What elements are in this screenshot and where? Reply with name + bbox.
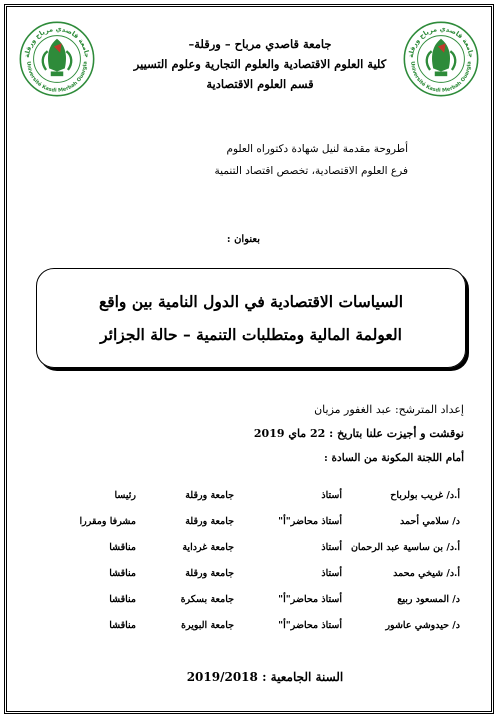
thesis-title-box — [36, 268, 466, 368]
jury-role: مشرفا ومقررا — [79, 515, 136, 527]
university-seal-right — [402, 20, 480, 98]
jury-university: جامعة البويرة — [180, 619, 234, 631]
table-row — [40, 482, 460, 508]
jury-rank: أستاذ محاضر"أ" — [278, 619, 342, 631]
university-seal-left — [18, 20, 96, 98]
thesis-specialty: فرع العلوم الاقتصادية، تخصص اقتصاد التنمية — [214, 165, 408, 177]
jury-role: مناقشا — [109, 567, 136, 579]
jury-university: جامعة غرداية — [182, 541, 234, 553]
university-name: جامعة قاصدي مرباح – ورقلة– — [188, 37, 332, 51]
jury-name: أ.د/ غريب بولرباح — [390, 489, 460, 501]
title-label: بعنوان : — [226, 234, 260, 245]
jury-university: جامعة ورقلة — [185, 515, 234, 527]
table-row — [40, 534, 460, 560]
institution-header — [120, 34, 400, 94]
department-name: قسم العلوم الاقتصادية — [206, 77, 314, 91]
defense-date: نوقشت و أجيزت علنا بتاريخ : 22 ماي 2019 — [253, 427, 464, 440]
jury-table — [40, 482, 460, 638]
committee-intro: أمام اللجنة المكونة من السادة : — [323, 452, 464, 464]
jury-university: جامعة بسكرة — [180, 593, 234, 605]
candidate-name: إعداد المترشح: عبد الغفور مزيان — [314, 403, 464, 416]
table-row — [40, 508, 460, 534]
thesis-title-line-1: السياسات الاقتصادية في الدول النامية بين واقع — [98, 292, 404, 311]
thesis-degree: أطروحة مقدمة لنيل شهادة دكتوراه العلوم — [226, 143, 408, 155]
thesis-title-line-2: العولمة المالية ومتطلبات التنمية – حالة الجزائر — [100, 325, 402, 344]
jury-rank: أستاذ — [321, 541, 342, 553]
svg-text:جامعة قاصدي مرباح ورقلة: جامعة قاصدي مرباح ورقلة — [22, 24, 92, 59]
jury-role: مناقشا — [109, 541, 136, 553]
jury-university: جامعة ورقلة — [185, 489, 234, 501]
svg-text:Université Kasdi Merbah Ouargl: Université Kasdi Merbah Ouargla — [25, 61, 89, 94]
jury-role: رئيسا — [114, 489, 136, 501]
defense-info — [164, 398, 464, 470]
jury-name: د/ سلامي أحمد — [400, 515, 460, 527]
jury-name: د/ المسعود ربيع — [397, 593, 460, 605]
jury-name: أ.د/ شيخي محمد — [393, 567, 460, 579]
jury-rank: أستاذ محاضر"أ" — [278, 593, 342, 605]
jury-rank: أستاذ — [321, 489, 342, 501]
jury-role: مناقشا — [109, 593, 136, 605]
svg-text:Université Kasdi Merbah Ouargl: Université Kasdi Merbah Ouargla — [409, 61, 473, 94]
thesis-description — [140, 138, 408, 182]
jury-name: أ.د/ بن ساسية عبد الرحمان — [350, 541, 460, 553]
academic-year: السنة الجامعية : 2019/2018 — [186, 670, 344, 684]
jury-rank: أستاذ محاضر"أ" — [278, 515, 342, 527]
table-row — [40, 612, 460, 638]
table-row — [40, 586, 460, 612]
jury-university: جامعة ورقلة — [185, 567, 234, 579]
svg-text:جامعة قاصدي مرباح ورقلة: جامعة قاصدي مرباح ورقلة — [406, 24, 476, 59]
jury-rank: أستاذ — [321, 567, 342, 579]
table-row — [40, 560, 460, 586]
faculty-name: كلية العلوم الاقتصادية والعلوم التجارية وعلوم التسيير — [133, 57, 387, 71]
jury-role: مناقشا — [109, 619, 136, 631]
jury-name: د/ حيدوشي عاشور — [385, 619, 460, 631]
